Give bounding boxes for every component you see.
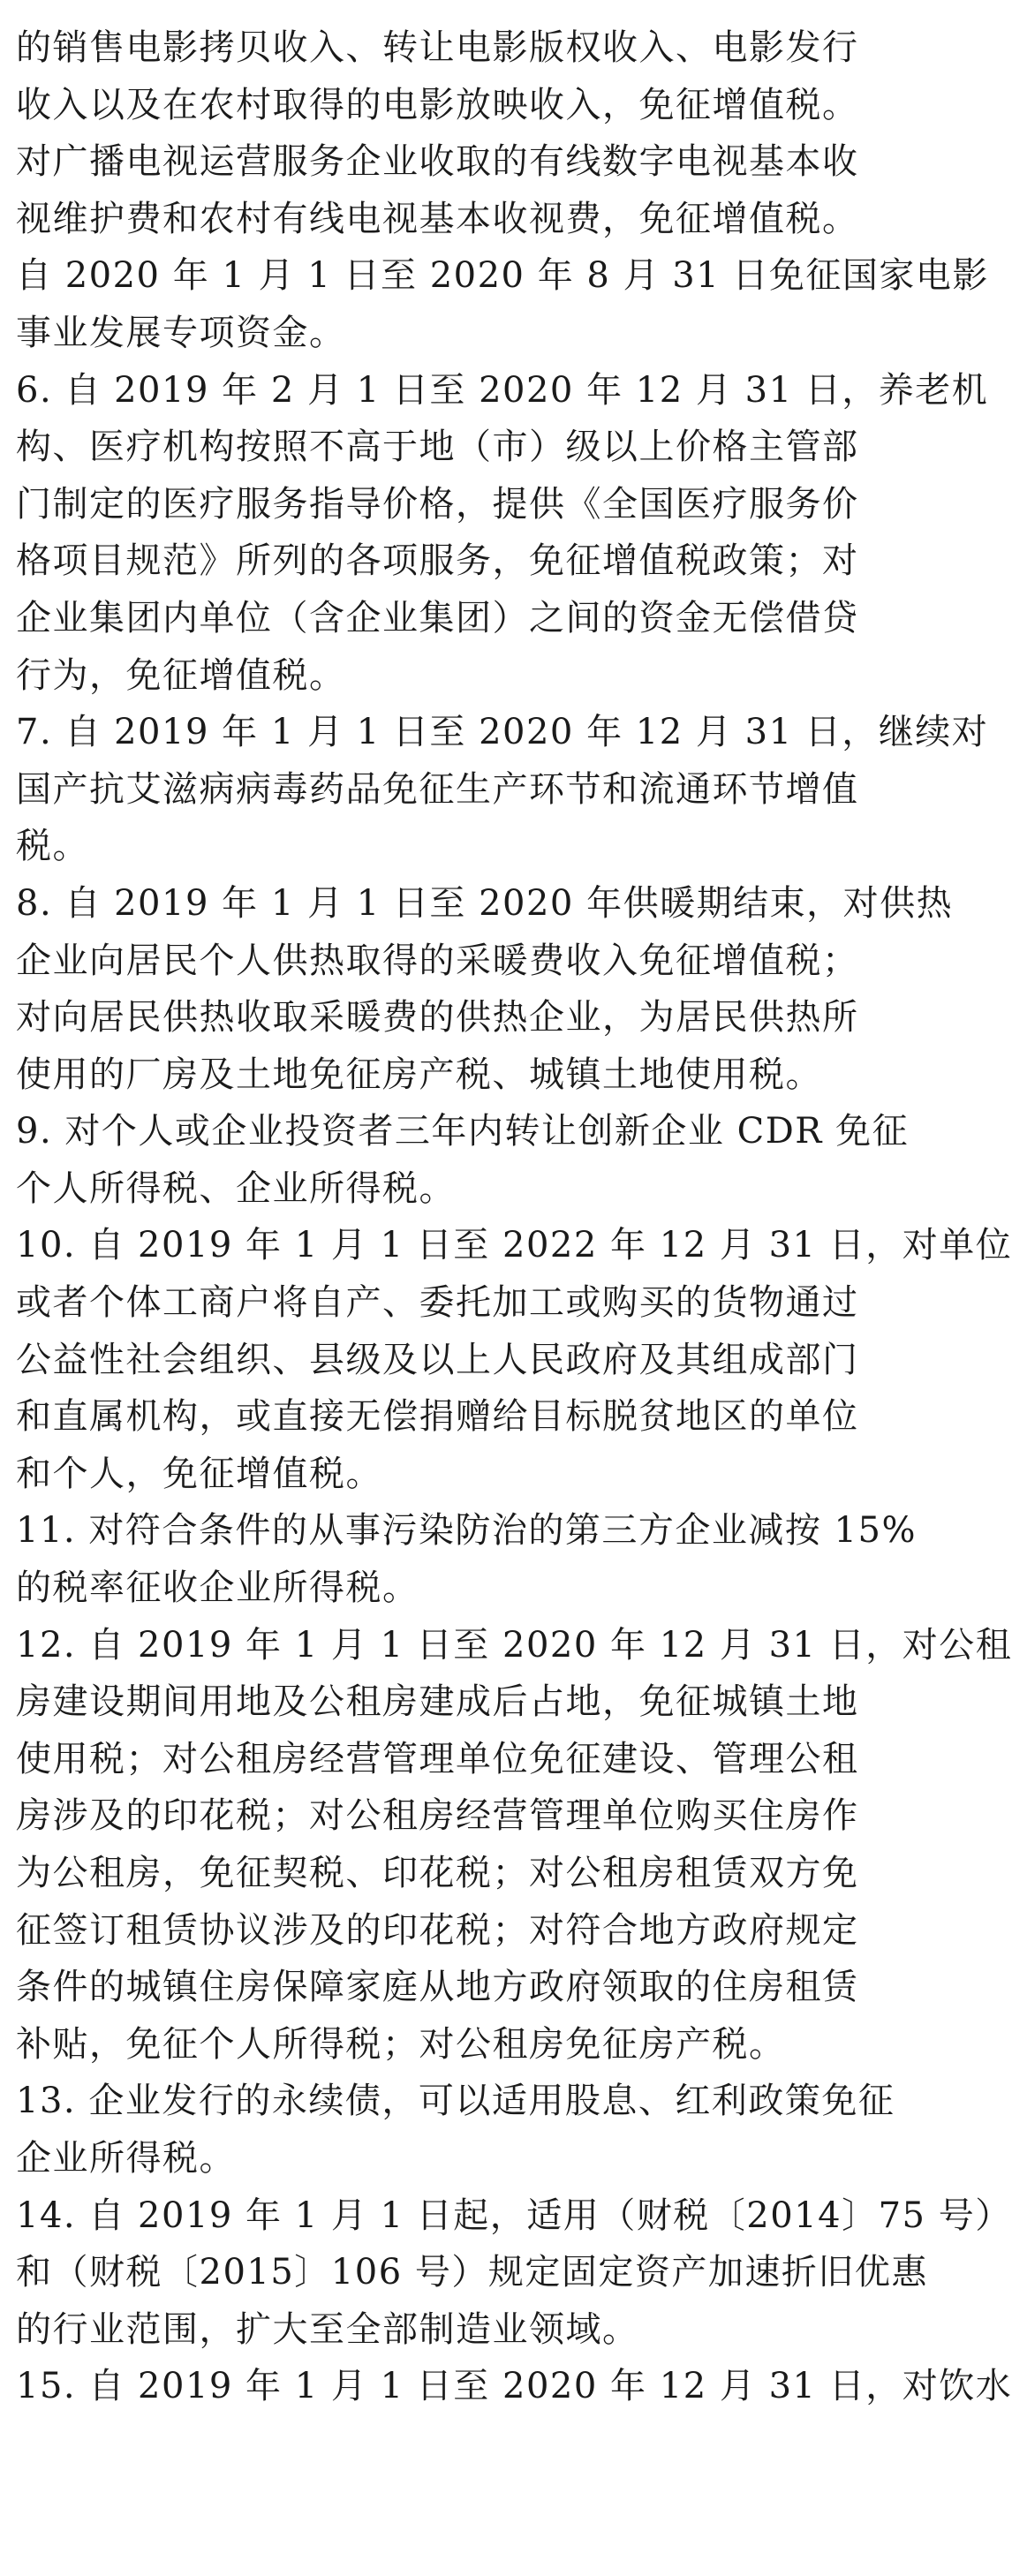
text-line: 10. 自 2019 年 1 月 1 日至 2022 年 12 月 31 日，对单位 (16, 1225, 1012, 1266)
text-line: 收入以及在农村取得的电影放映收入，免征增值税。 (16, 84, 859, 125)
text-line: 使用税；对公租房经营管理单位免征建设、管理公租 (16, 1738, 859, 1779)
text-line: 为公租房，免征契税、印花税；对公租房租赁双方免 (16, 1853, 859, 1893)
text-line: 11. 对符合条件的从事污染防治的第三方企业减按 15% (16, 1510, 917, 1552)
text-line: 和（财税〔2015〕106 号）规定固定资产加速折旧优惠 (16, 2252, 928, 2293)
text-line: 自 2020 年 1 月 1 日至 2020 年 8 月 31 日免征国家电影 (16, 255, 989, 297)
text-line: 或者个体工商户将自产、委托加工或购买的货物通过 (16, 1282, 859, 1324)
text-line: 企业集团内单位（含企业集团）之间的资金无偿借贷 (16, 597, 859, 638)
text-line: 企业所得税。 (16, 2137, 236, 2179)
text-line: 房建设期间用地及公租房建成后占地，免征城镇土地 (16, 1681, 859, 1723)
text-line: 12. 自 2019 年 1 月 1 日至 2020 年 12 月 31 日，对公租 (16, 1624, 1012, 1666)
text-line: 和直属机构，或直接无偿捐赠给目标脱贫地区的单位 (16, 1396, 859, 1438)
text-line: 补贴，免征个人所得税；对公租房免征房产税。 (16, 2023, 786, 2065)
text-line: 房涉及的印花税；对公租房经营管理单位购买住房作 (16, 1795, 859, 1837)
text-line: 征签订租赁协议涉及的印花税；对符合地方政府规定 (16, 1909, 859, 1951)
text-line: 的销售电影拷贝收入、转让电影版权收入、电影发行 (16, 27, 859, 68)
text-line: 14. 自 2019 年 1 月 1 日起，适用（财税〔2014〕75 号） (16, 2195, 1012, 2236)
text-line: 6. 自 2019 年 2 月 1 日至 2020 年 12 月 31 日，养老机 (16, 369, 989, 411)
text-line: 对向居民供热收取采暖费的供热企业，为居民供热所 (16, 997, 859, 1039)
text-line: 视维护费和农村有线电视基本收视费，免征增值税。 (16, 198, 859, 239)
text-line: 的行业范围，扩大至全部制造业领域。 (16, 2308, 639, 2350)
text-line: 7. 自 2019 年 1 月 1 日至 2020 年 12 月 31 日，继续对 (16, 712, 989, 753)
text-line: 8. 自 2019 年 1 月 1 日至 2020 年供暖期结束，对供热 (16, 882, 954, 924)
text-line: 15. 自 2019 年 1 月 1 日至 2020 年 12 月 31 日，对饮水 (16, 2366, 1012, 2407)
text-line: 13. 企业发行的永续债，可以适用股息、红利政策免征 (16, 2081, 895, 2122)
text-line: 税。 (16, 826, 89, 867)
document-text (16, 19, 1012, 2415)
text-line: 9. 对个人或企业投资者三年内转让创新企业 CDR 免征 (16, 1111, 910, 1152)
text-line: 公益性社会组织、县级及以上人民政府及其组成部门 (16, 1339, 859, 1380)
text-line: 和个人，免征增值税。 (16, 1453, 382, 1494)
text-line: 使用的厂房及土地免征房产税、城镇土地使用税。 (16, 1054, 822, 1095)
text-line: 事业发展专项资金。 (16, 312, 346, 353)
text-line: 国产抗艾滋病病毒药品免征生产环节和流通环节增值 (16, 768, 859, 810)
text-line: 的税率征收企业所得税。 (16, 1568, 419, 1609)
text-line: 构、医疗机构按照不高于地（市）级以上价格主管部 (16, 427, 859, 468)
text-line: 条件的城镇住房保障家庭从地方政府领取的住房租赁 (16, 1967, 859, 2008)
text-line: 门制定的医疗服务指导价格，提供《全国医疗服务价 (16, 483, 859, 525)
text-line: 行为，免征增值税。 (16, 654, 346, 696)
text-line: 格项目规范》所列的各项服务，免征增值税政策；对 (16, 540, 859, 582)
text-line: 个人所得税、企业所得税。 (16, 1167, 456, 1209)
text-line: 企业向居民个人供热取得的采暖费收入免征增值税； (16, 940, 859, 981)
text-line: 对广播电视运营服务企业收取的有线数字电视基本收 (16, 141, 859, 183)
